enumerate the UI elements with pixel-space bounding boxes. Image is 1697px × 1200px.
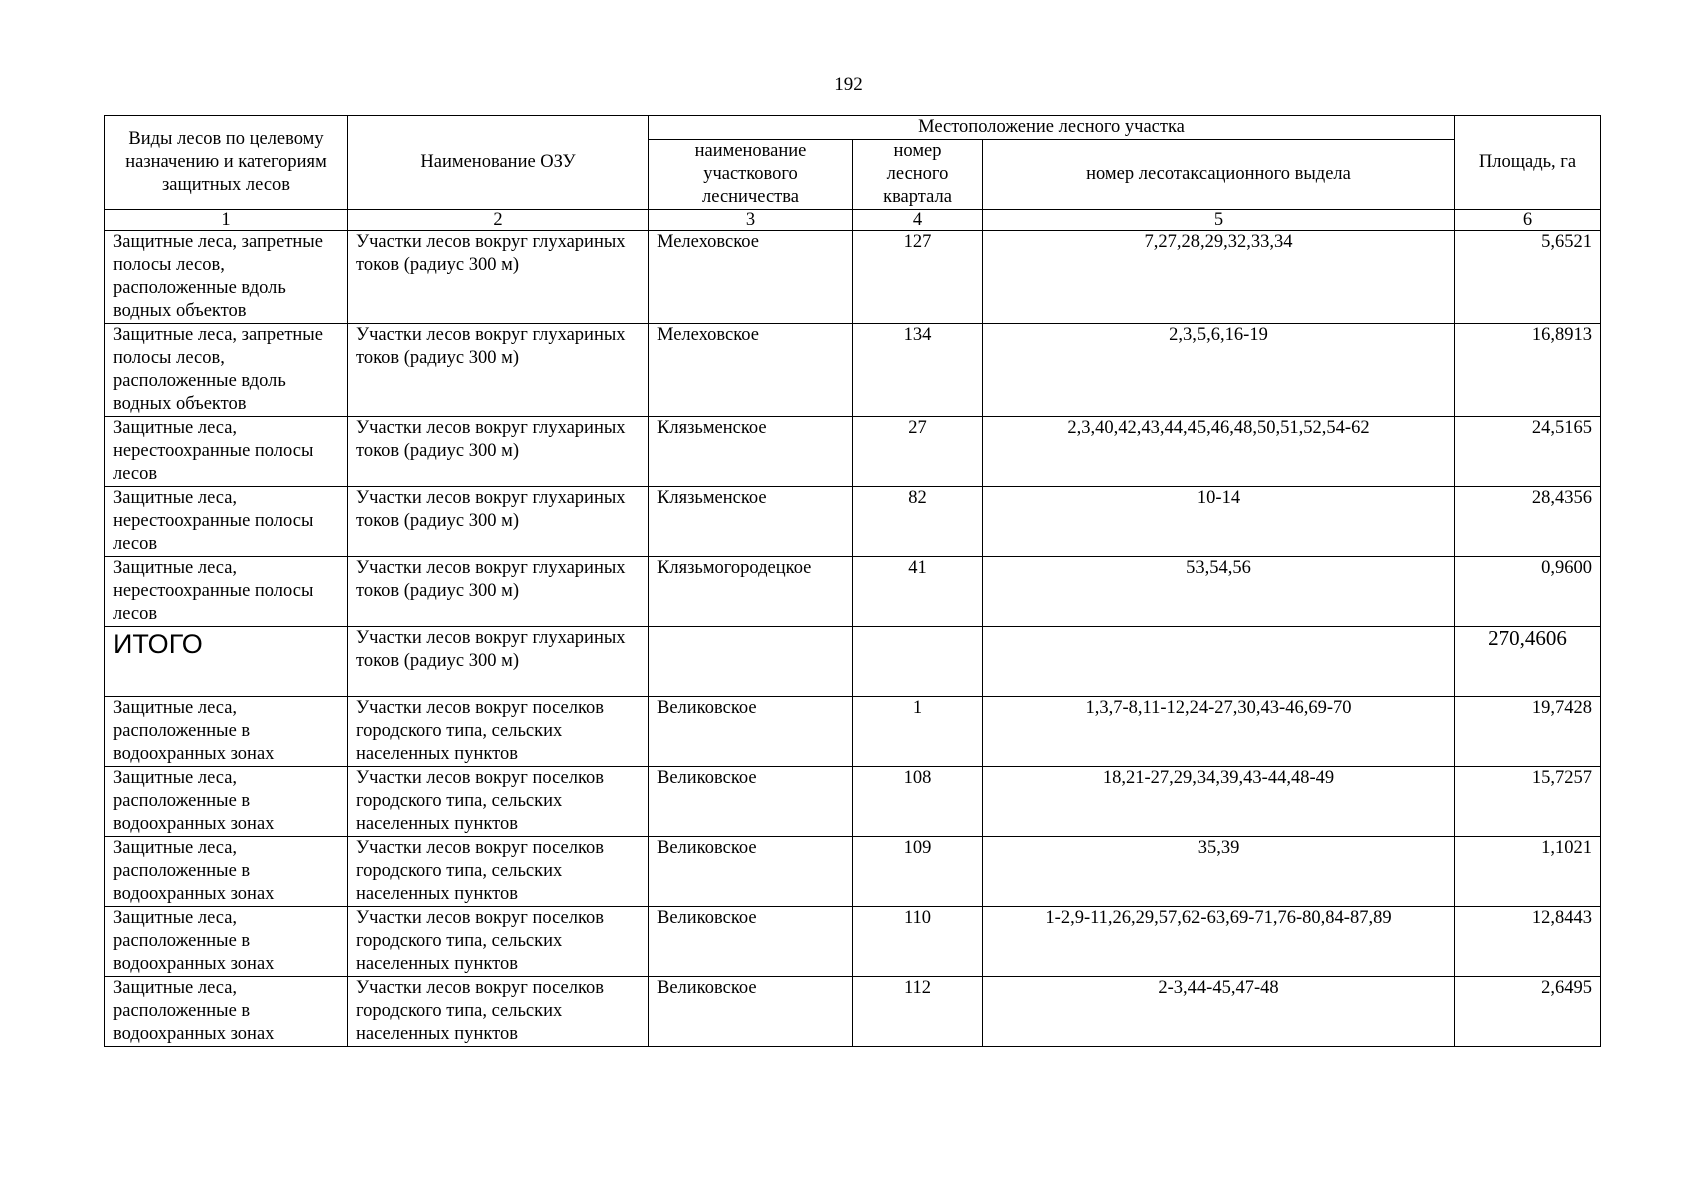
header-plot-number: номер лесотаксационного выдела	[983, 140, 1455, 210]
cell-forest-type: Защитные леса, расположенные в водоохранных зонах	[105, 977, 348, 1047]
cell-forest-type: Защитные леса, нерестоохранные полосы лесов	[105, 487, 348, 557]
cell-forestry	[649, 627, 853, 697]
column-number-row	[105, 210, 1601, 231]
table-row	[105, 767, 1601, 837]
table-row	[105, 487, 1601, 557]
cell-ozu: Участки лесов вокруг поселков городского типа, сельских населенных пунктов	[348, 837, 649, 907]
cell-forestry: Великовское	[649, 907, 853, 977]
cell-area: 0,9600	[1455, 557, 1601, 627]
cell-plots: 53,54,56	[983, 557, 1455, 627]
cell-plots: 10-14	[983, 487, 1455, 557]
header-forest-type: Виды лесов по целевому назначению и категориям защитных лесов	[105, 116, 348, 210]
cell-area: 2,6495	[1455, 977, 1601, 1047]
cell-ozu: Участки лесов вокруг поселков городского типа, сельских населенных пунктов	[348, 767, 649, 837]
cell-area: 16,8913	[1455, 324, 1601, 417]
cell-ozu: Участки лесов вокруг глухариных токов (радиус 300 м)	[348, 487, 649, 557]
cell-area: 24,5165	[1455, 417, 1601, 487]
total-row	[105, 627, 1601, 697]
cell-area: 19,7428	[1455, 697, 1601, 767]
table-row	[105, 324, 1601, 417]
table-row	[105, 837, 1601, 907]
cell-ozu: Участки лесов вокруг поселков городского типа, сельских населенных пунктов	[348, 907, 649, 977]
cell-forestry: Клязьменское	[649, 417, 853, 487]
cell-forestry: Великовское	[649, 977, 853, 1047]
cell-ozu: Участки лесов вокруг глухариных токов (радиус 300 м)	[348, 627, 649, 697]
cell-quarter: 109	[853, 837, 983, 907]
cell-forest-type: Защитные леса, расположенные в водоохранных зонах	[105, 907, 348, 977]
cell-forestry: Клязьмогородецкое	[649, 557, 853, 627]
cell-quarter	[853, 627, 983, 697]
cell-forest-type: Защитные леса, запретные полосы лесов, расположенные вдоль водных объектов	[105, 231, 348, 324]
table-row	[105, 977, 1601, 1047]
cell-plots: 18,21-27,29,34,39,43-44,48-49	[983, 767, 1455, 837]
cell-forestry: Великовское	[649, 697, 853, 767]
column-number: 4	[853, 210, 983, 231]
cell-quarter: 110	[853, 907, 983, 977]
cell-ozu: Участки лесов вокруг глухариных токов (радиус 300 м)	[348, 324, 649, 417]
cell-plots: 35,39	[983, 837, 1455, 907]
column-number: 6	[1455, 210, 1601, 231]
column-number: 3	[649, 210, 853, 231]
cell-forestry: Великовское	[649, 767, 853, 837]
cell-quarter: 27	[853, 417, 983, 487]
cell-ozu: Участки лесов вокруг глухариных токов (радиус 300 м)	[348, 417, 649, 487]
cell-forestry: Великовское	[649, 837, 853, 907]
cell-forest-type: Защитные леса, нерестоохранные полосы лесов	[105, 557, 348, 627]
cell-area: 15,7257	[1455, 767, 1601, 837]
cell-quarter: 134	[853, 324, 983, 417]
header-location-group: Местоположение лесного участка	[649, 116, 1455, 140]
cell-plots: 2,3,40,42,43,44,45,46,48,50,51,52,54-62	[983, 417, 1455, 487]
cell-ozu: Участки лесов вокруг поселков городского типа, сельских населенных пунктов	[348, 697, 649, 767]
cell-quarter: 112	[853, 977, 983, 1047]
total-area: 270,4606	[1455, 627, 1601, 697]
cell-plots: 1,3,7-8,11-12,24-27,30,43-46,69-70	[983, 697, 1455, 767]
cell-ozu: Участки лесов вокруг глухариных токов (радиус 300 м)	[348, 231, 649, 324]
cell-ozu: Участки лесов вокруг поселков городского типа, сельских населенных пунктов	[348, 977, 649, 1047]
cell-plots: 7,27,28,29,32,33,34	[983, 231, 1455, 324]
header-area: Площадь, га	[1455, 116, 1601, 210]
header-forestry-name: наименование участкового лесничества	[649, 140, 853, 210]
cell-area: 1,1021	[1455, 837, 1601, 907]
cell-forest-type: Защитные леса, расположенные в водоохранных зонах	[105, 697, 348, 767]
header-ozu-name: Наименование ОЗУ	[348, 116, 649, 210]
cell-plots	[983, 627, 1455, 697]
total-label: ИТОГО	[105, 627, 348, 697]
cell-quarter: 1	[853, 697, 983, 767]
table-row	[105, 231, 1601, 324]
column-number: 1	[105, 210, 348, 231]
page-number: 192	[834, 74, 863, 95]
column-number: 2	[348, 210, 649, 231]
cell-quarter: 108	[853, 767, 983, 837]
cell-forestry: Мелеховское	[649, 324, 853, 417]
cell-ozu: Участки лесов вокруг глухариных токов (радиус 300 м)	[348, 557, 649, 627]
cell-plots: 1-2,9-11,26,29,57,62-63,69-71,76-80,84-87,89	[983, 907, 1455, 977]
cell-forest-type: Защитные леса, нерестоохранные полосы лесов	[105, 417, 348, 487]
header-quarter-number: номер лесного квартала	[853, 140, 983, 210]
table-row	[105, 697, 1601, 767]
cell-area: 5,6521	[1455, 231, 1601, 324]
cell-forestry: Клязьменское	[649, 487, 853, 557]
cell-forest-type: Защитные леса, расположенные в водоохранных зонах	[105, 767, 348, 837]
cell-plots: 2,3,5,6,16-19	[983, 324, 1455, 417]
table-row	[105, 557, 1601, 627]
column-number: 5	[983, 210, 1455, 231]
table-row	[105, 907, 1601, 977]
table-row	[105, 417, 1601, 487]
cell-area: 12,8443	[1455, 907, 1601, 977]
forest-plots-table	[104, 115, 1601, 1047]
cell-quarter: 82	[853, 487, 983, 557]
cell-area: 28,4356	[1455, 487, 1601, 557]
cell-quarter: 127	[853, 231, 983, 324]
cell-forest-type: Защитные леса, расположенные в водоохранных зонах	[105, 837, 348, 907]
cell-quarter: 41	[853, 557, 983, 627]
cell-forestry: Мелеховское	[649, 231, 853, 324]
cell-forest-type: Защитные леса, запретные полосы лесов, расположенные вдоль водных объектов	[105, 324, 348, 417]
cell-plots: 2-3,44-45,47-48	[983, 977, 1455, 1047]
